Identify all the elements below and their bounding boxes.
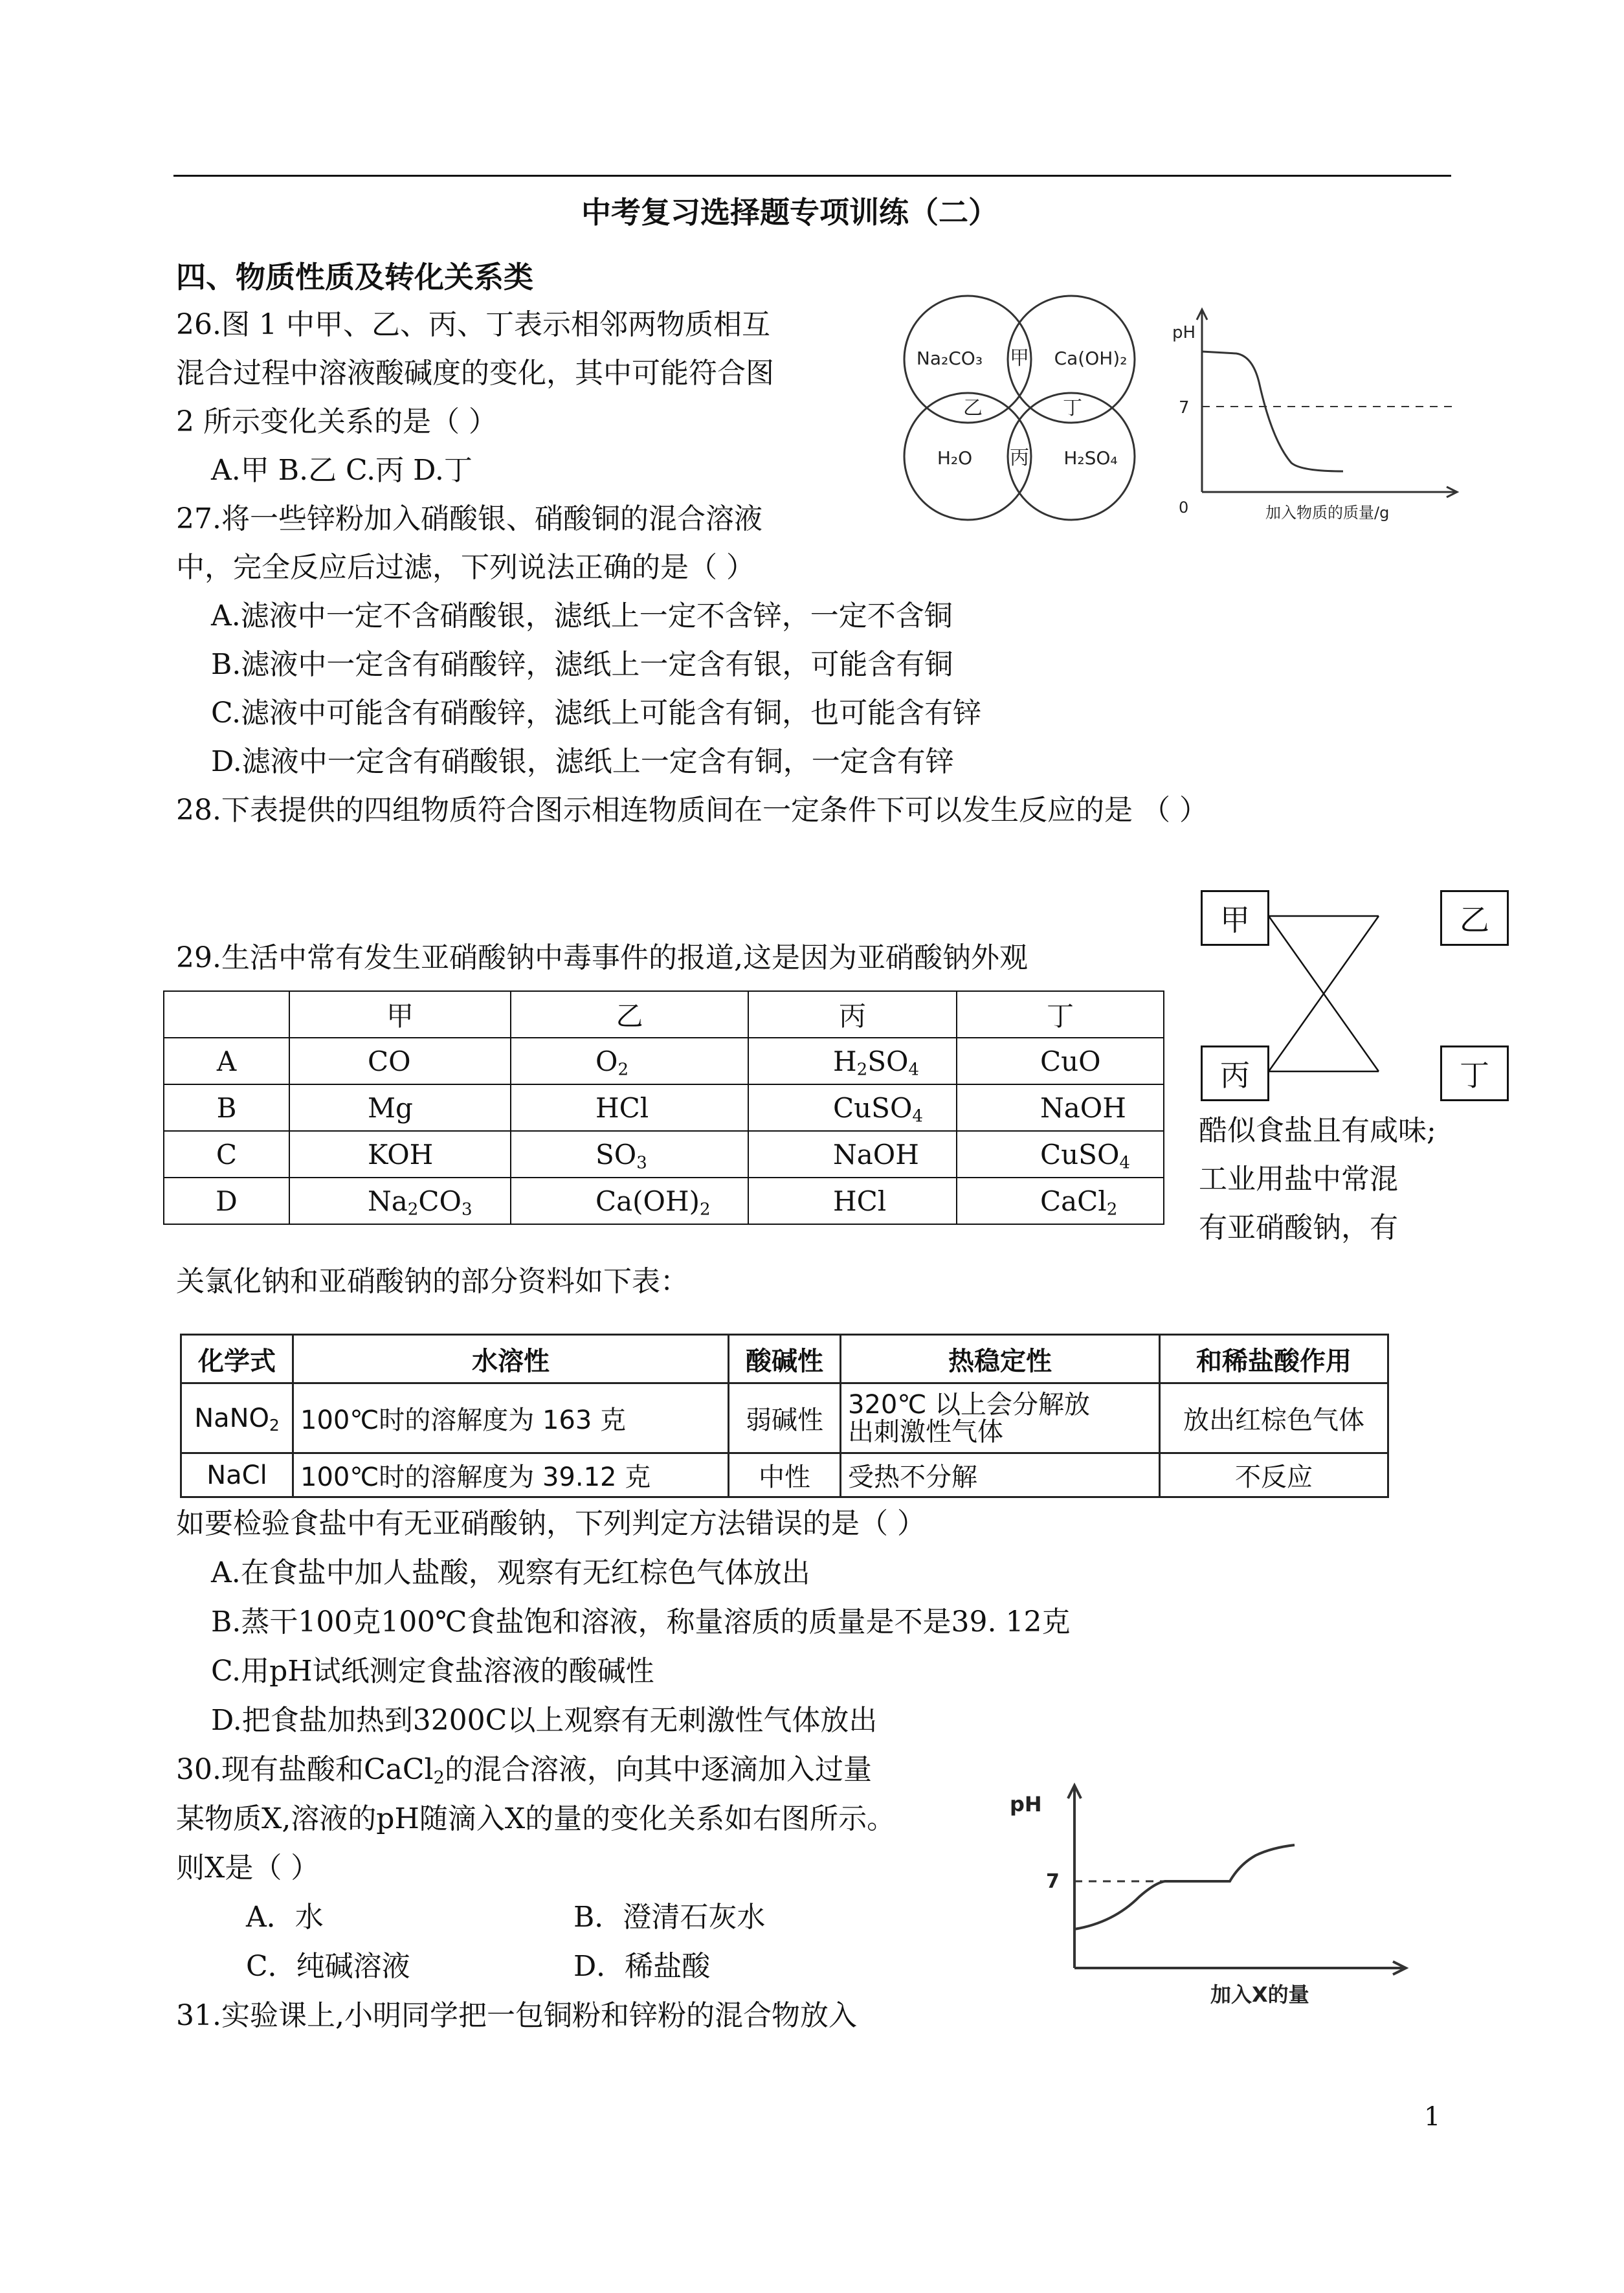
graph1-ylabel: pH xyxy=(1172,323,1196,342)
table-row xyxy=(164,1178,1164,1224)
page-number: 1 xyxy=(1424,2102,1441,2132)
table-cell: NaOH xyxy=(957,1084,1164,1131)
venn-br: H₂SO₄ xyxy=(1063,447,1118,469)
q30-option-c: C．纯碱溶液 xyxy=(246,1950,410,1983)
table-cell: 丙 xyxy=(748,991,957,1038)
q29-stem: 如要检验食盐中有无亚硝酸钠，下列判定方法错误的是（ ） xyxy=(176,1507,926,1540)
graph1-xlabel: 加入物质的质量/g xyxy=(1265,504,1390,522)
table-cell: $Na_2CO_3$ xyxy=(289,1178,511,1224)
q30-option-d: D．稀盐酸 xyxy=(573,1950,711,1983)
graph1-origin: 0 xyxy=(1179,498,1189,517)
table-cell: 和稀盐酸作用 xyxy=(1160,1335,1388,1383)
table-row xyxy=(181,1383,1388,1453)
q27-option-a: A.滤液中一定不含硝酸银，滤纸上一定不含锌，一定不含铜 xyxy=(211,599,953,632)
q30-ph-graph xyxy=(1010,1774,1424,2007)
table-cell: B xyxy=(164,1084,289,1131)
q29-option-a: A.在食盐中加人盐酸，观察有无红棕色气体放出 xyxy=(211,1556,810,1589)
q26-venn-diagram xyxy=(896,295,1142,521)
venn-top: 甲 xyxy=(1010,347,1029,370)
table-cell: $O_2$ xyxy=(511,1038,748,1084)
q26-line-1: 26.图 1 中甲、乙、丙、丁表示相邻两物质相互 xyxy=(176,308,770,341)
q30-line-2: 某物质X,溶液的pH随滴入X的量的变化关系如右图所示。 xyxy=(176,1802,896,1835)
table-cell: C xyxy=(164,1131,289,1178)
table-header-row xyxy=(181,1335,1388,1383)
header-rule xyxy=(173,175,1451,177)
page-title: 中考复习选择题专项训练（二） xyxy=(581,195,998,230)
table-cell: D xyxy=(164,1178,289,1224)
section-heading: 四、物质性质及转化关系类 xyxy=(176,260,533,295)
table-cell: Mg xyxy=(289,1084,511,1131)
table-row xyxy=(164,1131,1164,1178)
q28-stem: 28.下表提供的四组物质符合图示相连物质间在一定条件下可以发生反应的是 （ ） xyxy=(176,794,1208,827)
q29-option-c: C.用pH试纸测定食盐溶液的酸碱性 xyxy=(211,1655,654,1688)
venn-left: 乙 xyxy=(963,397,983,419)
table-cell: CO xyxy=(289,1038,511,1084)
q26-line-3: 2 所示变化关系的是（ ） xyxy=(176,405,497,438)
q26-line-2: 混合过程中溶液酸碱度的变化，其中可能符合图 xyxy=(176,357,774,390)
q29-option-b: B.蒸干100克100℃食盐饱和溶液，称量溶质的质量是不是39. 12克 xyxy=(211,1605,1071,1639)
venn-tl: Na₂CO₃ xyxy=(916,348,983,369)
q29-option-d: D.把食盐加热到3200C以上观察有无刺激性气体放出 xyxy=(211,1704,878,1737)
table-cell: 放出红棕色气体 xyxy=(1160,1383,1388,1453)
table-cell: 不反应 xyxy=(1160,1453,1388,1497)
table-cell: CuSO$_4$ xyxy=(957,1131,1164,1178)
table-cell: $SO_3$ xyxy=(511,1131,748,1178)
venn-right: 丁 xyxy=(1063,397,1082,419)
venn-bottom: 丙 xyxy=(1010,447,1029,469)
table-cell: 弱碱性 xyxy=(729,1383,841,1453)
venn-tr: Ca(OH)₂ xyxy=(1054,348,1128,369)
table-cell: CaCl$_2$ xyxy=(957,1178,1164,1224)
table-row xyxy=(164,1084,1164,1131)
q29-side-1: 酷似食盐且有咸味; xyxy=(1199,1114,1436,1147)
q28-table xyxy=(163,990,1164,1225)
table-row xyxy=(164,1038,1164,1084)
q29-line-1: 29.生活中常有发生亚硝酸钠中毒事件的报道,这是因为亚硝酸钠外观 xyxy=(176,941,1028,974)
node-yi: 乙 xyxy=(1440,890,1509,946)
node-bing: 丙 xyxy=(1201,1046,1269,1101)
table-cell: 丁 xyxy=(957,991,1164,1038)
table-cell: 受热不分解 xyxy=(841,1453,1160,1497)
table-cell: CuSO$_4$ xyxy=(748,1084,957,1131)
q29-table xyxy=(180,1334,1389,1498)
table-cell: NaOH xyxy=(748,1131,957,1178)
table-cell: KOH xyxy=(289,1131,511,1178)
q29-line-2: 关氯化钠和亚硝酸钠的部分资料如下表： xyxy=(176,1265,689,1298)
q29-side-3: 有亚硝酸钠，有 xyxy=(1199,1211,1398,1244)
q30-option-b: B．澄清石灰水 xyxy=(573,1901,766,1934)
graph2-mark: 7 xyxy=(1046,1870,1060,1893)
table-cell: A xyxy=(164,1038,289,1084)
graph2-xlabel: 加入X的量 xyxy=(1210,1982,1309,2007)
table-cell: HCl xyxy=(748,1178,957,1224)
q30-option-a: A．水 xyxy=(246,1901,324,1934)
table-row xyxy=(181,1453,1388,1497)
q27-line-2: 中，完全反应后过滤，下列说法正确的是（ ） xyxy=(176,551,755,584)
table-header-row xyxy=(164,991,1164,1038)
q31-line: 31.实验课上,小明同学把一包铜粉和锌粉的混合物放入 xyxy=(176,1999,857,2032)
table-cell: NaNO$_2$ xyxy=(181,1383,293,1453)
graph1-mark: 7 xyxy=(1179,398,1190,418)
q29-side-2: 工业用盐中常混 xyxy=(1199,1163,1398,1196)
table-cell: $H_2SO_4$ xyxy=(748,1038,957,1084)
q27-option-d: D.滤液中一定含有硝酸银，滤纸上一定含有铜，一定含有锌 xyxy=(211,745,954,778)
table-cell: 100℃时的溶解度为 163 克 xyxy=(293,1383,729,1453)
node-jia: 甲 xyxy=(1201,890,1269,946)
table-cell: 甲 xyxy=(289,991,511,1038)
table-cell: 乙 xyxy=(511,991,748,1038)
q27-option-b: B.滤液中一定含有硝酸锌，滤纸上一定含有银，可能含有铜 xyxy=(211,648,953,681)
node-ding: 丁 xyxy=(1440,1046,1509,1101)
venn-bl: H₂O xyxy=(937,447,973,469)
q27-line-1: 27.将一些锌粉加入硝酸银、硝酸铜的混合溶液 xyxy=(176,502,762,535)
table-cell: 100℃时的溶解度为 39.12 克 xyxy=(293,1453,729,1497)
table-cell xyxy=(164,991,289,1038)
q26-options: A.甲 B.乙 C.丙 D.丁 xyxy=(211,454,473,487)
table-cell: CuO xyxy=(957,1038,1164,1084)
table-cell: HCl xyxy=(511,1084,748,1131)
table-cell: 水溶性 xyxy=(293,1335,729,1383)
table-cell: 中性 xyxy=(729,1453,841,1497)
table-cell: NaCl xyxy=(181,1453,293,1497)
graph2-ylabel: pH xyxy=(1010,1792,1042,1817)
table-cell: 化学式 xyxy=(181,1335,293,1383)
q27-option-c: C.滤液中可能含有硝酸锌，滤纸上可能含有铜，也可能含有锌 xyxy=(211,697,982,730)
q30-line-3: 则X是（ ） xyxy=(176,1851,320,1885)
table-cell: 热稳定性 xyxy=(841,1335,1160,1383)
table-cell: 320℃ 以上会分解放 出刺激性气体 xyxy=(841,1383,1160,1453)
q30-line-1: 30.现有盐酸和CaCl$_2$的混合溶液，向其中逐滴加入过量 xyxy=(176,1753,872,1788)
table-cell: $Ca(OH)_2$ xyxy=(511,1178,748,1224)
q26-ph-graph xyxy=(1168,298,1466,531)
table-cell: 酸碱性 xyxy=(729,1335,841,1383)
